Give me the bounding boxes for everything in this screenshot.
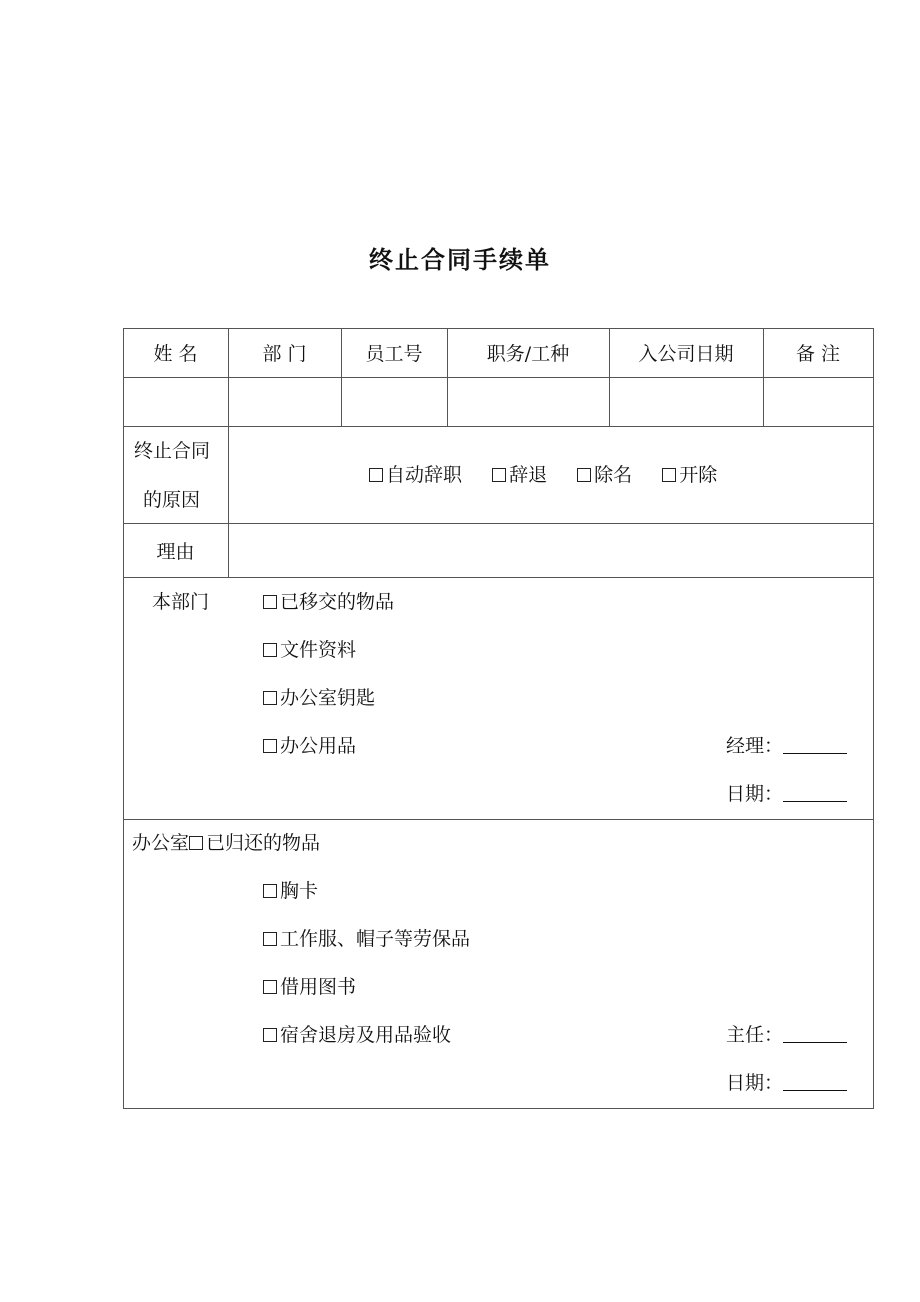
hire-date-field[interactable] xyxy=(609,377,763,426)
header-remarks: 备 注 xyxy=(795,343,841,365)
department-section-label: 本部门 xyxy=(152,591,210,613)
table-line-department xyxy=(123,819,874,820)
checkbox-icon[interactable] xyxy=(263,739,277,753)
table-border-bottom xyxy=(123,1108,874,1109)
table-border-right xyxy=(873,328,874,1109)
checkbox-icon[interactable] xyxy=(662,468,676,482)
position-field[interactable] xyxy=(447,377,609,426)
table-line-info xyxy=(123,426,874,427)
checkbox-icon[interactable] xyxy=(492,468,506,482)
checkbox-icon[interactable] xyxy=(263,980,277,994)
checkbox-icon[interactable] xyxy=(263,691,277,705)
department-field[interactable] xyxy=(228,377,341,426)
reason-option-expel[interactable]: 开除 xyxy=(662,464,717,486)
remarks-field[interactable] xyxy=(763,377,873,426)
header-name: 姓 名 xyxy=(153,343,198,365)
department-date: 日期： xyxy=(726,782,847,806)
checkbox-icon[interactable] xyxy=(263,643,277,657)
office-section-label: 办公室 xyxy=(132,832,190,854)
rationale-label: 理由 xyxy=(156,540,195,563)
office-date-line[interactable] xyxy=(783,1072,847,1091)
reason-label-line1: 终止合同 xyxy=(134,440,211,462)
department-item-handover[interactable]: 已移交的物品 xyxy=(263,590,394,614)
termination-form xyxy=(123,328,874,1109)
department-item-supplies[interactable]: 办公用品 xyxy=(263,734,356,758)
checkbox-icon[interactable] xyxy=(263,932,277,946)
reason-option-remove[interactable]: 除名 xyxy=(577,464,632,486)
table-border-left xyxy=(123,328,124,1109)
checkbox-icon[interactable] xyxy=(369,468,383,482)
manager-signature: 经理： xyxy=(726,734,847,758)
form-title: 终止合同手续单 xyxy=(369,246,551,274)
manager-signature-line[interactable] xyxy=(783,735,847,754)
director-signature-line[interactable] xyxy=(783,1024,847,1043)
checkbox-icon[interactable] xyxy=(263,884,277,898)
employee-id-field[interactable] xyxy=(341,377,447,426)
reason-option-resign[interactable]: 自动辞职 xyxy=(369,464,462,486)
reason-option-dismiss[interactable]: 辞退 xyxy=(492,464,547,486)
header-hire-date: 入公司日期 xyxy=(638,343,734,365)
office-date: 日期： xyxy=(726,1071,847,1095)
office-item-uniform[interactable]: 工作服、帽子等劳保品 xyxy=(263,927,470,951)
table-line-rationale xyxy=(123,577,874,578)
rationale-field[interactable] xyxy=(229,524,873,577)
office-item-dorm[interactable]: 宿舍退房及用品验收 xyxy=(263,1023,451,1047)
header-employee-id: 员工号 xyxy=(365,343,423,365)
department-item-keys[interactable]: 办公室钥匙 xyxy=(263,686,375,710)
checkbox-icon[interactable] xyxy=(189,836,203,850)
reason-label-line2: 的原因 xyxy=(143,489,201,511)
office-item-returned[interactable]: 办公室 已归还的物品 xyxy=(132,832,321,854)
office-item-books[interactable]: 借用图书 xyxy=(263,975,356,999)
header-department: 部 门 xyxy=(262,343,307,365)
office-item-badge[interactable]: 胸卡 xyxy=(263,879,318,903)
checkbox-icon[interactable] xyxy=(577,468,591,482)
header-position: 职务/工种 xyxy=(486,343,570,365)
checkbox-icon[interactable] xyxy=(263,595,277,609)
director-signature: 主任： xyxy=(726,1023,847,1047)
department-item-documents[interactable]: 文件资料 xyxy=(263,638,356,662)
checkbox-icon[interactable] xyxy=(263,1028,277,1042)
department-date-line[interactable] xyxy=(783,783,847,802)
reason-options xyxy=(357,463,729,487)
name-field[interactable] xyxy=(123,377,228,426)
